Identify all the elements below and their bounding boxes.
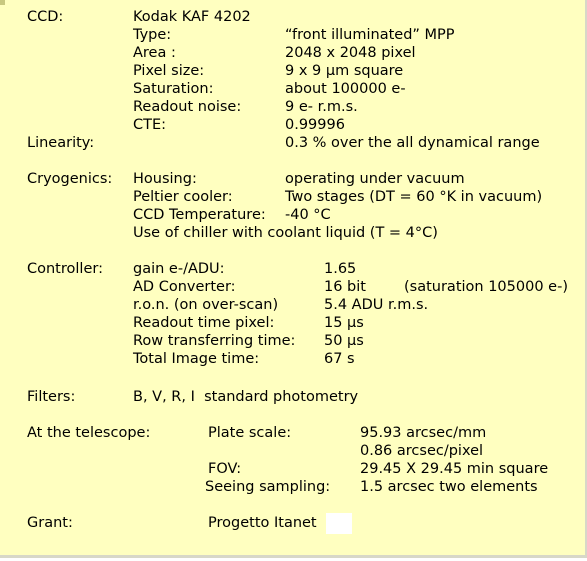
- ccd-label: CCD:: [27, 9, 64, 25]
- ccd-row-value: “front illuminated” MPP: [285, 27, 455, 43]
- controller-row-extra: (saturation 105000 e-): [404, 279, 568, 295]
- ccd-row-key: CTE:: [133, 117, 167, 133]
- controller-row-key: AD Converter:: [133, 279, 236, 295]
- cryogenics-row-value: -40 °C: [285, 207, 331, 223]
- ccd-row-key: Type:: [133, 27, 172, 43]
- grant-value: Progetto Itanet: [208, 515, 317, 531]
- controller-row-key: Total Image time:: [133, 351, 260, 367]
- grant-blank-box: [326, 513, 352, 534]
- controller-row-key: gain e-/ADU:: [133, 261, 225, 277]
- ccd-row-value: about 100000 e-: [285, 81, 406, 97]
- cryogenics-row-key: CCD Temperature:: [133, 207, 266, 223]
- filters-label: Filters:: [27, 389, 76, 405]
- ccd-row-key: Readout noise:: [133, 99, 242, 115]
- telescope-row-value: 95.93 arcsec/mm: [360, 425, 487, 441]
- ccd-row-key: Saturation:: [133, 81, 214, 97]
- cryogenics-row-key: Peltier cooler:: [133, 189, 233, 205]
- controller-row-value: 67 s: [324, 351, 355, 367]
- controller-row-value: 50 µs: [324, 333, 364, 349]
- controller-row-key: Readout time pixel:: [133, 315, 275, 331]
- ccd-row-value: 0.99996: [285, 117, 345, 133]
- cryogenics-row-key: Housing:: [133, 171, 197, 187]
- controller-row-value: 1.65: [324, 261, 357, 277]
- grant-label: Grant:: [27, 515, 73, 531]
- controller-row-value: 5.4 ADU r.m.s.: [324, 297, 429, 313]
- telescope-label: At the telescope:: [27, 425, 151, 441]
- controller-row-value: 16 bit: [324, 279, 366, 295]
- filters-value: B, V, R, I standard photometry: [133, 389, 359, 405]
- telescope-row-key: Plate scale:: [208, 425, 292, 441]
- cryogenics-label: Cryogenics:: [27, 171, 113, 187]
- corner-marker: [0, 0, 5, 5]
- controller-label: Controller:: [27, 261, 103, 277]
- cryogenics-row-value: Two stages (DT = 60 °K in vacuum): [285, 189, 543, 205]
- controller-row-key: r.o.n. (on over-scan): [133, 297, 279, 313]
- telescope-row-value: 1.5 arcsec two elements: [360, 479, 538, 495]
- ccd-row-value: 2048 x 2048 pixel: [285, 45, 416, 61]
- ccd-row-value: 9 x 9 µm square: [285, 63, 404, 79]
- controller-row-key: Row transferring time:: [133, 333, 296, 349]
- ccd-row-key: Pixel size:: [133, 63, 205, 79]
- cryogenics-note: Use of chiller with coolant liquid (T = 4°C): [133, 225, 438, 241]
- controller-row-value: 15 µs: [324, 315, 364, 331]
- ccd-row-value: 9 e- r.m.s.: [285, 99, 358, 115]
- ccd-model: Kodak KAF 4202: [133, 9, 251, 25]
- cryogenics-row-value: operating under vacuum: [285, 171, 465, 187]
- telescope-row-key: FOV:: [208, 461, 242, 477]
- linearity-value: 0.3 % over the all dynamical range: [285, 135, 540, 151]
- linearity-label: Linearity:: [27, 135, 95, 151]
- telescope-row-key: Seeing sampling:: [205, 479, 331, 495]
- telescope-row-value: 29.45 X 29.45 min square: [360, 461, 549, 477]
- telescope-row-value: 0.86 arcsec/pixel: [360, 443, 484, 459]
- ccd-row-key: Area :: [133, 45, 176, 61]
